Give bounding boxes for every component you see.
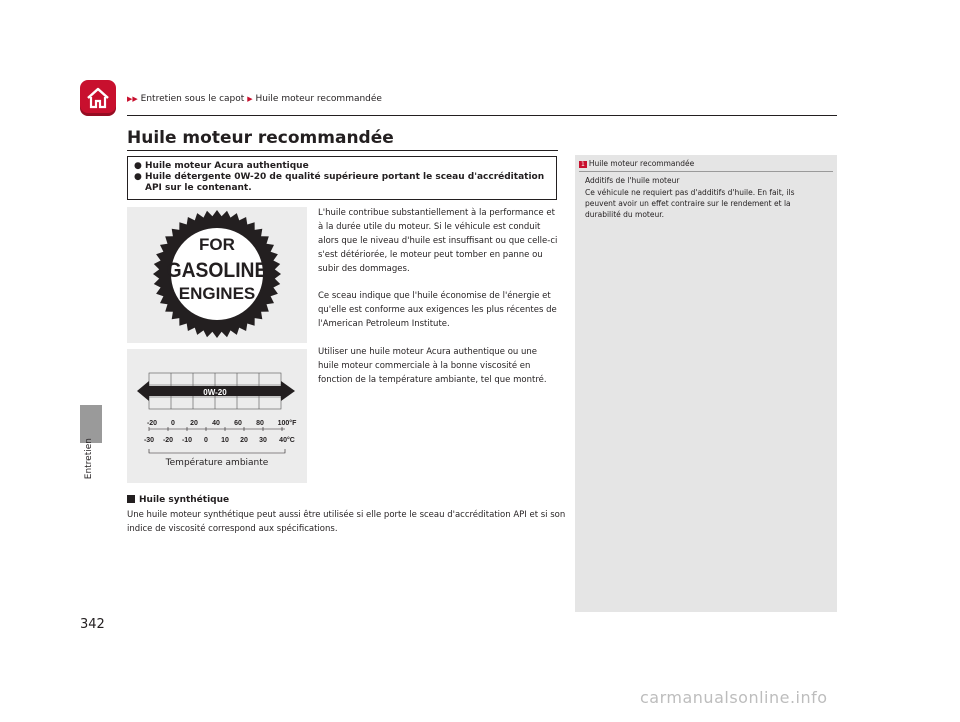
api-seal-image [127,207,307,343]
breadcrumb-link-2[interactable]: Huile moteur recommandée [255,94,382,104]
breadcrumb-arrow-icon: ▶ [247,95,253,103]
celsius-tick: -20 [162,437,174,444]
home-button[interactable] [80,80,116,116]
celsius-tick: 40°C [279,437,295,444]
celsius-tick: 10 [221,437,229,444]
page-title: Huile moteur recommandée [127,128,394,148]
seal-line-1: FOR [199,235,235,254]
fahrenheit-tick: 80 [256,420,264,427]
requirements-box: ● Huile moteur Acura authentique ● Huile détergente 0W-20 de qualité supérieure portant le sceau d'accréditation API sur le contenant. [127,156,557,200]
note-marker-icon: 1 [581,161,585,168]
seal-line-2: GASOLINE [166,259,268,283]
side-note-text: Ce véhicule ne requiert pas d'additifs d'huile. En fait, ils peuvent avoir un effet contraire sur le rendement et la durabilité du moteur. [585,188,795,219]
square-bullet-icon [127,495,135,503]
chart-caption: Température ambiante [165,458,269,468]
title-divider [127,150,558,151]
body-paragraph-3: Utiliser une huile moteur Acura authentique ou une huile moteur commerciale à la bonne viscosité en fonction de la température ambiante, tel que montré. [318,347,547,385]
side-note-panel [575,155,837,612]
synthetic-heading: Huile synthétique [127,495,229,505]
home-icon [85,85,111,111]
api-seal-graphic [127,207,307,343]
fahrenheit-tick: -20 [146,420,158,427]
fahrenheit-tick: 40 [212,420,220,427]
celsius-tick: -10 [181,437,193,444]
breadcrumb-link-1[interactable]: Entretien sous le capot [140,94,245,104]
fahrenheit-tick: 100°F [277,420,297,427]
side-note-divider [579,171,833,172]
viscosity-chart-image [127,349,307,483]
viscosity-chart [127,349,307,483]
seal-line-3: ENGINES [178,284,256,303]
bullet-icon: ● [134,161,142,171]
synthetic-text: Une huile moteur synthétique peut aussi être utilisée si elle porte le sceau d'accréditation API et si son indice de viscosité correspond aux spécifications. [127,510,566,534]
side-note-heading: 1 Huile moteur recommandée [581,159,695,168]
celsius-tick: 30 [259,437,267,444]
celsius-tick: 20 [240,437,248,444]
header-divider [127,115,837,116]
watermark: carmanualsonline.info [640,688,828,707]
section-tab-label: Entretien [84,438,94,480]
celsius-tick: 0 [204,437,208,444]
page-number: 342 [80,617,105,632]
bullet-icon: ● [134,172,142,182]
celsius-tick: -30 [143,437,155,444]
side-note-subheading: Additifs de l'huile moteur [585,176,680,185]
fahrenheit-tick: 60 [234,420,242,427]
breadcrumb-arrow-icon: ▶▶ [127,95,138,103]
breadcrumb [127,94,382,104]
body-paragraph-1: L'huile contribue substantiellement à la performance et à la durée utile du moteur. Si le véhicule est conduit alors que le niveau d'huile est insuffisant ou que celle-ci s'est détériorée, le moteur peut tomber en panne ou subir des dommages. [318,208,558,274]
fahrenheit-tick: 0 [171,420,175,427]
body-paragraph-2: Ce sceau indique que l'huile économise de l'énergie et qu'elle est conforme aux exigences les plus récentes de l'American Petroleum Institute. [318,291,557,329]
viscosity-grade-label: 0W-20 [203,388,227,397]
fahrenheit-tick: 20 [190,420,198,427]
